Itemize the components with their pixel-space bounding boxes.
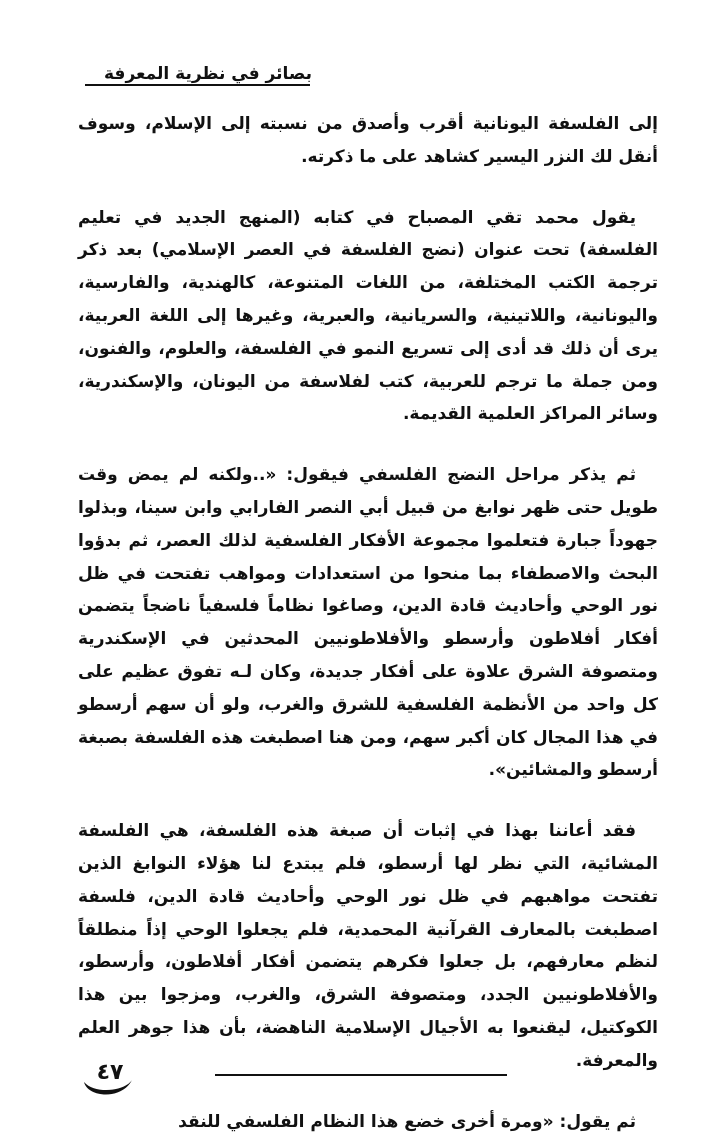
header-rule <box>85 84 310 86</box>
page-body <box>78 108 658 1138</box>
page-number: ٤٧ <box>96 1060 124 1085</box>
paragraph-3: ثم يذكر مراحل النضج الفلسفي فيقول: «..ولكنه لم يمض وقت طويل حتى ظهر نوابغ من قبيل أبي النصر الفارابي وابن سينا، وبذلوا جهوداً جبارة فتعلموا مجموعة الأفكار الفلسفية لذلك العصر، ثم بدؤوا البحث والاصطفاء بما منحوا من استعدادات ومواهب تفتحت في ظل نور الوحي وأحاديث قادة الدين، وصاغوا نظاماً فلسفياً ناضجاً يتضمن أفكار أفلاطون وأرسطو والأفلاطونيين المحدثين في الإسكندرية ومتصوفة الشرق علاوة على أفكار جديدة، وكان لـه تفوق عظيم على كل واحد من الأنظمة الفلسفية للشرق والغرب، ولو أن سهم أرسطو في هذا المجال كان أكبر سهم، ومن هنا اصطبغت هذه الفلسفة بصبغة أرسطو والمشائين». <box>78 465 658 781</box>
running-title: بصائر في نظرية المعرفة <box>104 64 312 84</box>
paragraph-2: يقول محمد تقي المصباح في كتابه (المنهج الجديد في تعليم الفلسفة) تحت عنوان (نضج الفلسفة في العصر الإسلامي) بعد ذكر ترجمة الكتب المختلفة، من اللغات المتنوعة، كالهندية، والفارسية، واليونانية، واللاتينية، والسريانية، والعبرية، وغيرها إلى اللغة العربية، يرى أن ذلك قد أدى إلى تسريع النمو في الفلسفة، والعلوم، والفنون، ومن جملة ما ترجم للعربية، كتب لفلاسفة من اليونان، والإسكندرية، وسائر المراكز العلمية القديمة. <box>78 207 658 425</box>
paragraph-5: ثم يقول: «ومرة أخرى خضع هذا النظام الفلسفي للنقد <box>178 1111 636 1132</box>
paragraph-4: فقد أعاننا بهذا في إثبات أن صبغة هذه الفلسفة، هي الفلسفة المشائية، التي نظر لها أرسطو، فلم يبتدع لنا هؤلاء النوابغ الذين تفتحت مواهبهم في ظل نور الوحي وأحاديث قادة الدين، فلسفة اصطبغت بالمعارف القرآنية المحمدية، فلم يجعلوا الوحي إذاً منطلقاً لنظم معارفهم، بل جعلوا فكرهم يتضمن أفكار أفلاطون، وأرسطو، والأفلاطونيين الجدد، ومتصوفة الشرق، والغرب، ومزجوا بين هذا الكوكتيل، ليقنعوا به الأجيال الإسلامية الناهضة، بأن هذا جوهر العلم والمعرفة. <box>78 821 658 1071</box>
footer-rule <box>215 1074 507 1076</box>
paragraph-1: إلى الفلسفة اليونانية أقرب وأصدق من نسبته إلى الإسلام، وسوف أنقل لك النزر اليسير كشاهد على ما ذكرته. <box>78 114 658 167</box>
running-header <box>85 62 630 94</box>
page-number-badge <box>78 1058 138 1102</box>
